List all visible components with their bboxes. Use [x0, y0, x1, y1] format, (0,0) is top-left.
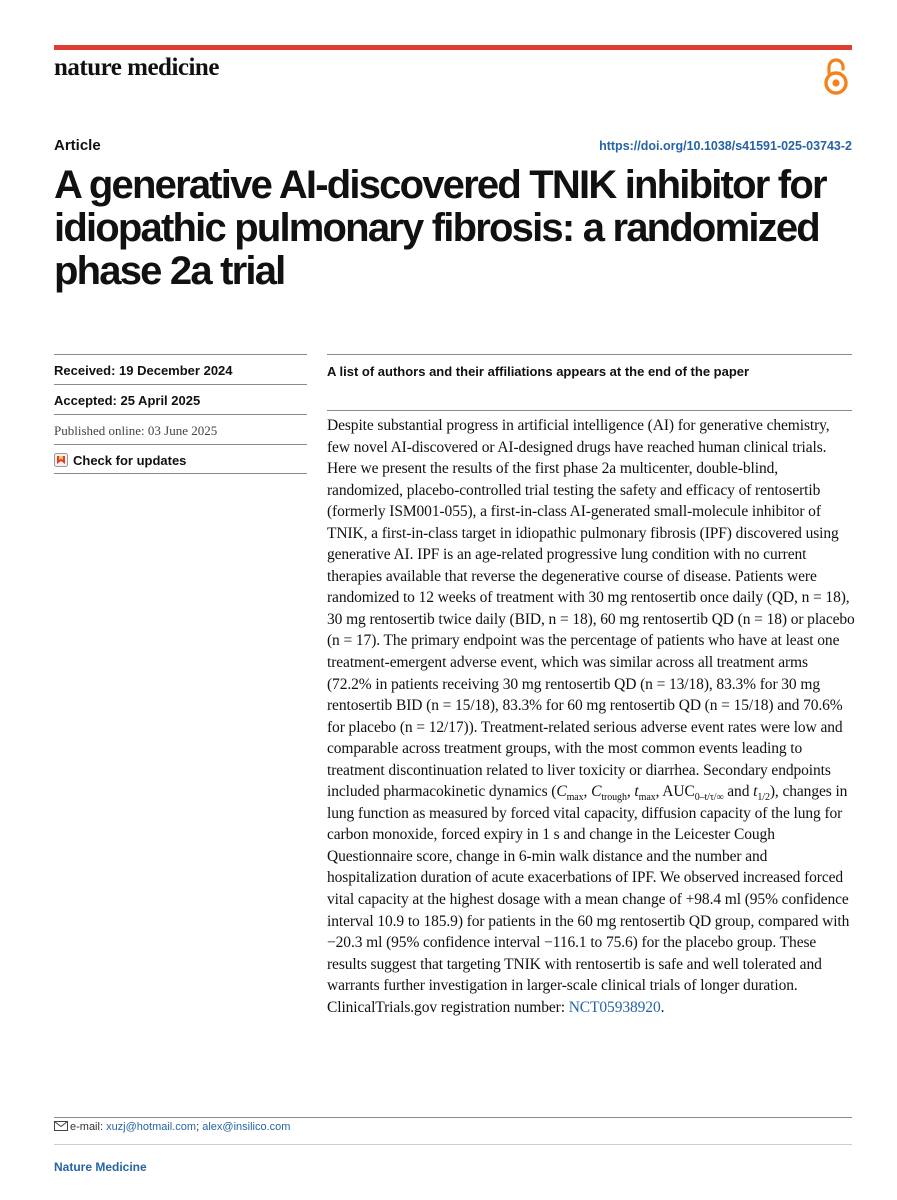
abstract-end: . [660, 998, 665, 1016]
footer-divider [54, 1117, 852, 1118]
correspondence-emails [54, 1121, 290, 1133]
registration-number-link[interactable]: NCT05938920 [568, 998, 661, 1016]
abstract-text: Despite substantial progress in artificial intelligence (AI) for generative chemistry, few novel AI-discovered or AI-designed drugs have reached human clinical trials. Here we present the results of the first phase 2a multicenter, double-blind, randomized, placebo-controlled trial testing the safety and efficacy of rentosertib (formerly ISM001-055), a first-in-class AI-generated small-molecule inhibitor of TNIK, a first-in-class target in idiopathic pulmonary fibrosis (IPF) discovered using generative AI. IPF is an age-related progressive lung condition with no current therapies available that reverse the degenerative course of disease. Patients were randomized to 12 weeks of treatment with 30 mg rentosertib once daily (QD, n = 18), 30 mg rentosertib twice daily (BID, n = 18), 60 mg rentosertib QD (n = 18) or placebo (n = 17). The primary endpoint was the percentage of patients who have at least one treatment-emergent adverse event, which was similar across all treatment arms (72.2% in patients receiving 30 mg rentosertib QD (n = 13/18), 83.3% for 30 mg rentosertib BID (n = 15/18), 83.3% for 60 mg rentosertib QD (n = 15/18) and 70.6% for placebo (n = 12/17)). Treatment-related serious adverse event rates were low and comparable across treatment groups, with the most common events leading to treatment discontinuation related to liver toxicity or diarrhea. Secondary endpoints included pharmacokinetic dynamics ($C_{max}$, $C_{trough}$, $t_{max}$, $AUC_{0-t/\tau/\infty}$ and $t_{1/2}$), changes in lung function as measured by forced vital capacity, diffusion capacity of the lung for carbon monoxide, forced expiry in 1 s and change in the Leicester Cough Questionnaire score, change in 6-min walk distance and the number and hospitalization duration of acute exacerbations of IPF. We observed increased forced vital capacity at the highest dosage with a mean change of +98.4 ml (95% confidence interval 10.9 to 185.9) for patients in the 60 mg rentosertib QD group, compared with −20.3 ml (95% confidence interval −116.1 to 75.6) for the placebo group. These results suggest that targeting TNIK with rentosertib is safe and well tolerated and warrants further investigation in larger-scale clinical trials of longer duration. ClinicalTrials.gov registration number: NCT05938920. [327, 417, 855, 1016]
footer-divider-light [54, 1144, 852, 1145]
email-label: e-mail: [70, 1121, 107, 1133]
email-link-1[interactable]: xuzj@hotmail.com [106, 1121, 197, 1133]
check-for-updates-icon [54, 453, 68, 467]
auc-subscript: 0–t/τ/∞ [694, 792, 724, 804]
cmax-subscript: max [566, 792, 584, 804]
email-link-2[interactable]: alex@insilico.com [202, 1121, 291, 1133]
open-access-lock-icon [820, 56, 852, 96]
journal-name[interactable]: nature medicine [54, 54, 219, 81]
doi-link[interactable]: https://doi.org/10.1038/s41591-025-03743-2 [599, 139, 852, 153]
received-date: Received: 19 December 2024 [54, 354, 307, 384]
email-separator: ; [196, 1121, 203, 1133]
mail-icon [54, 1121, 68, 1131]
abstract-part-1: Despite substantial progress in artificial intelligence (AI) for generative chemistry, few novel AI-discovered or AI-designed drugs have reached human clinical trials. Here we present the results of the first phase 2a multicenter, double-blind, randomized, placebo-controlled trial testing the safety and efficacy of rentosertib (formerly ISM001-055), a first-in-class AI-generated small-molecule inhibitor of TNIK, a first-in-class target in idiopathic pulmonary fibrosis (IPF) discovered using generative AI. IPF is an age-related progressive lung condition with no current therapies available that reverse the degenerative course of disease. Patients were randomized to 12 weeks of treatment with 30 mg rentosertib once daily (QD, n = 18), 30 mg rentosertib twice daily (BID, n = 18), 60 mg rentosertib QD (n = 18) or placebo (n = 17). The primary endpoint was the percentage of patients who have at least one treatment-emergent adverse event, which was similar across all treatment arms (72.2% in patients receiving 30 mg rentosertib QD (n = 13/18), 83.3% for 30 mg rentosertib BID (n = 15/18), 83.3% for 60 mg rentosertib QD (n = 15/18) and 70.6% for placebo (n = 12/17)). Treatment-related serious adverse event rates were low and comparable across treatment groups, with the most common events leading to treatment discontinuation related to liver toxicity or diarrhea. Secondary endpoints included pharmacokinetic dynamics ( [327, 417, 855, 801]
check-for-updates-button[interactable] [54, 444, 307, 474]
and-word: and [723, 783, 754, 801]
article-type-label: Article [54, 137, 101, 154]
published-date: Published online: 03 June 2025 [54, 414, 307, 444]
thalf-subscript: 1/2 [757, 792, 770, 804]
article-title: A generative AI-discovered TNIK inhibitor for idiopathic pulmonary fibrosis: a randomized phase 2a trial [54, 163, 826, 293]
ctrough-symbol: C [591, 783, 602, 801]
auc-symbol: AUC [662, 783, 695, 801]
abstract-part-2: ), changes in lung function as measured by forced vital capacity, diffusion capacity of the lung for carbon monoxide, forced expiry in 1 s and change in the Leicester Cough Questionnaire score, change in 6-min walk distance and the number and hospitalization duration of acute exacerbations of IPF. We observed increased forced vital capacity at the highest dosage with a mean change of +98.4 ml (95% confidence interval 10.9 to 185.9) for patients in the 60 mg rentosertib QD group, compared with −20.3 ml (95% confidence interval −116.1 to 75.6) for the placebo group. These results suggest that targeting TNIK with rentosertib is safe and well tolerated and warrants further investigation in larger-scale clinical trials of longer duration. ClinicalTrials.gov registration number: [327, 783, 850, 1016]
footer-journal-name[interactable]: Nature Medicine [54, 1160, 147, 1174]
check-for-updates-label: Check for updates [73, 453, 187, 468]
accepted-date: Accepted: 25 April 2025 [54, 384, 307, 414]
top-accent-bar [54, 45, 852, 50]
article-history-sidebar [54, 354, 307, 474]
abstract-divider [327, 410, 852, 411]
cmax-symbol: C [556, 783, 567, 801]
thalf-symbol: t [753, 783, 758, 801]
authors-affiliation-note: A list of authors and their affiliations appears at the end of the paper [327, 354, 852, 379]
tmax-symbol: t [634, 783, 639, 801]
ctrough-subscript: trough [601, 792, 627, 804]
tmax-subscript: max [638, 792, 656, 804]
